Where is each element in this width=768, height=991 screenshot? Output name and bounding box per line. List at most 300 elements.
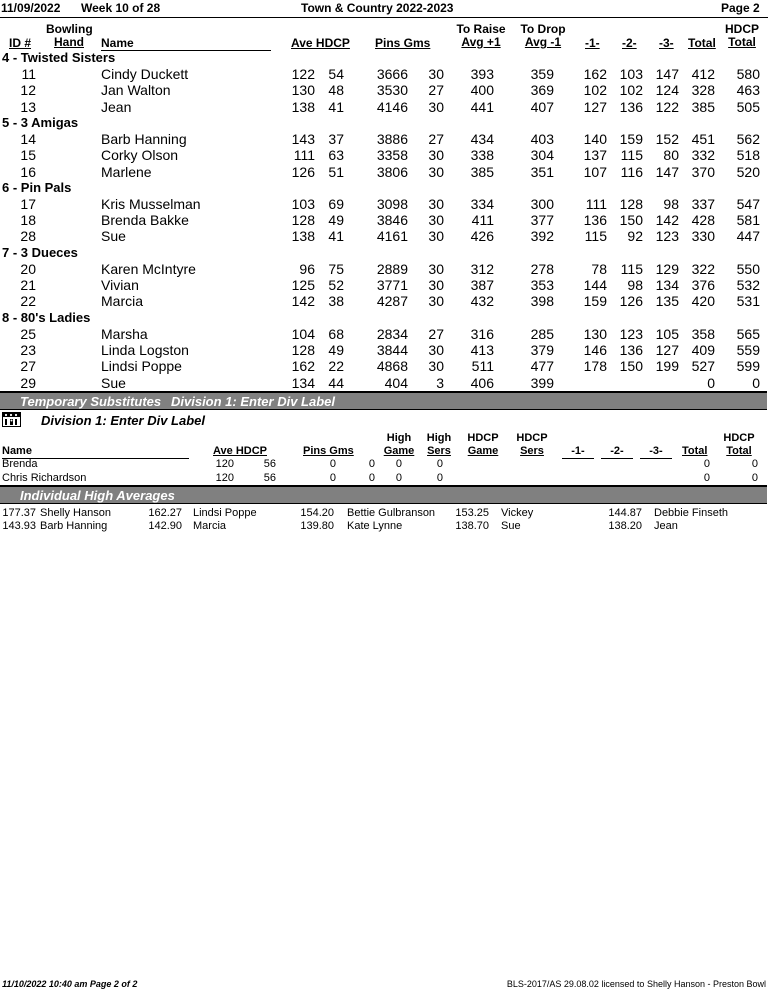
bowler-drop: 278 (530, 260, 554, 277)
bowler-id: 11 (21, 66, 36, 82)
bowler-g3: 147 (655, 163, 679, 180)
subs-col-hdcp: HDCP (723, 432, 755, 444)
bowler-htotal: 447 (736, 228, 760, 245)
bowler-g3: 135 (655, 293, 679, 310)
bowler-pins: 3358 (376, 147, 408, 164)
bowler-g3: 124 (655, 82, 679, 99)
high-average-name: Debbie Finseth (654, 507, 728, 519)
bowler-gms: 27 (428, 82, 444, 99)
bowler-drop: 398 (530, 293, 554, 310)
bowler-gms: 30 (428, 358, 444, 375)
bowler-gms: 30 (428, 212, 444, 229)
bowler-pins: 3806 (376, 163, 408, 180)
bowler-gms: 30 (428, 293, 444, 310)
bowler-g3: 152 (655, 130, 679, 147)
bowler-hdcp: 41 (328, 98, 344, 115)
high-average-value: 153.25 (455, 507, 489, 519)
high-average-value: 138.70 (455, 520, 489, 532)
bowler-htotal: 518 (736, 147, 760, 164)
team-header: 8 - 80's Ladies (2, 309, 91, 325)
subs-band-division: Division 1: Enter Div Label (171, 394, 335, 409)
division-title: Division 1: Enter Div Label (41, 413, 205, 428)
bowler-g2: 98 (627, 277, 643, 293)
bowler-gms: 30 (428, 163, 444, 180)
bowler-raise: 316 (470, 325, 494, 342)
sub-htotal: 0 (751, 458, 758, 470)
bowler-row (0, 164, 768, 180)
bowler-htotal: 0 (752, 374, 760, 391)
bowler-g1: 162 (583, 66, 607, 82)
bowler-drop: 407 (530, 98, 554, 115)
bowler-htotal: 550 (736, 260, 760, 277)
subs-col-hdcp-total: Total (726, 445, 752, 457)
bowler-raise: 413 (470, 341, 494, 358)
bowler-hdcp: 44 (328, 374, 344, 391)
bowler-pins: 4146 (376, 98, 408, 115)
bowler-name: Lindsi Poppe (101, 358, 182, 375)
high-average-value: 142.90 (148, 520, 182, 532)
bowler-drop: 379 (530, 341, 554, 358)
col-avg-plus1: Avg +1 (461, 35, 501, 49)
subs-col-g1: -1- (571, 445, 585, 457)
bowler-g1: 137 (583, 147, 607, 164)
col-pins-gms: Pins Gms (375, 36, 431, 50)
sub-htotal: 0 (751, 472, 758, 484)
bowler-drop: 369 (530, 82, 554, 99)
bowler-g1: 111 (585, 195, 607, 212)
bowler-hdcp: 54 (328, 66, 344, 82)
bowler-name: Corky Olson (101, 147, 179, 164)
footer-license: BLS-2017/AS 29.08.02 licensed to Shelly Hanson - Preston Bowl (506, 979, 766, 989)
bowler-ave: 134 (291, 374, 315, 391)
bowler-hdcp: 75 (328, 260, 344, 277)
bowler-row (0, 342, 768, 358)
sub-hs: 0 (436, 458, 443, 470)
bowler-drop: 392 (530, 228, 554, 245)
bowler-row (0, 66, 768, 82)
col-total: Total (688, 36, 716, 50)
sub-ave: 120 (215, 472, 234, 484)
bowler-row (0, 358, 768, 374)
bowler-g2: 128 (619, 195, 643, 212)
league-title: Town & Country 2022-2023 (301, 1, 454, 15)
bowler-htotal: 562 (736, 130, 760, 147)
bowler-name: Vivian (101, 277, 139, 293)
bowler-g2: 102 (619, 82, 643, 99)
bowler-g1: 127 (583, 98, 607, 115)
subs-col-sers: Sers (427, 445, 451, 457)
bowler-g2: 150 (619, 358, 643, 375)
bowler-g3: 199 (655, 358, 679, 375)
bowler-hdcp: 52 (328, 277, 344, 293)
bowler-g3: 105 (655, 325, 679, 342)
sub-hdcp: 56 (263, 472, 276, 484)
bowler-row (0, 147, 768, 163)
team-header: 6 - Pin Pals (2, 179, 72, 195)
bowler-total: 337 (691, 195, 715, 212)
bowler-row (0, 228, 768, 244)
bowler-id: 27 (20, 358, 36, 375)
bowler-g2: 123 (619, 325, 643, 342)
bowler-g2: 136 (619, 341, 643, 358)
bowler-total: 409 (691, 341, 715, 358)
bowler-name: Marcia (101, 293, 144, 310)
bowler-name: Barb Hanning (101, 130, 187, 147)
bowler-htotal: 580 (736, 66, 760, 82)
bowler-g1: 102 (583, 82, 607, 99)
bowler-gms: 3 (436, 374, 444, 391)
high-average-value: 143.93 (2, 520, 36, 532)
subs-col-high: High (386, 432, 412, 444)
sub-hg: 0 (395, 472, 402, 484)
bowler-hdcp: 38 (328, 293, 344, 310)
bowler-pins: 3530 (376, 82, 408, 99)
bowling-pins-icon (2, 412, 21, 427)
bowler-total: 428 (691, 212, 715, 229)
bowler-name: Sue (101, 228, 126, 245)
sub-ave: 120 (215, 458, 234, 470)
col-to-raise: To Raise (456, 22, 506, 36)
bowler-pins: 2889 (376, 260, 408, 277)
bowler-g3: 123 (655, 228, 679, 245)
bowler-g1: 136 (583, 212, 607, 229)
bowler-row (0, 375, 768, 391)
bowler-g2: 136 (619, 98, 643, 115)
bowler-pins: 3666 (376, 66, 408, 82)
subs-col-g2: -2- (610, 445, 624, 457)
sub-gms: 0 (368, 472, 375, 484)
bowler-g2: 115 (620, 147, 643, 164)
bowler-raise: 434 (470, 130, 494, 147)
bowler-ave: 162 (291, 358, 315, 375)
bowler-htotal: 565 (736, 325, 760, 342)
bowler-raise: 312 (470, 260, 494, 277)
bowler-id: 28 (20, 228, 36, 245)
sub-pins: 0 (329, 458, 336, 470)
bowler-gms: 30 (428, 277, 444, 293)
bowler-total: 322 (691, 260, 715, 277)
bowler-drop: 359 (530, 66, 554, 82)
col-game2: -2- (622, 36, 637, 50)
bowler-drop: 399 (530, 374, 554, 391)
bowler-pins: 4868 (376, 358, 408, 375)
bowler-g3: 129 (655, 260, 679, 277)
team-header: 4 - Twisted Sisters (2, 50, 116, 65)
bowler-row (0, 82, 768, 98)
bowler-ave: 138 (291, 228, 315, 245)
bowler-g2: 92 (627, 228, 643, 245)
sub-pins: 0 (329, 472, 336, 484)
bowler-g1: 159 (583, 293, 607, 310)
subs-col-total: Total (682, 445, 708, 457)
bowler-gms: 30 (428, 66, 444, 82)
subs-col-name: Name (2, 445, 32, 457)
bowler-g1: 78 (591, 260, 607, 277)
sub-hg: 0 (395, 458, 402, 470)
bowler-ave: 126 (291, 163, 315, 180)
subs-col-hdcp-sers-1: HDCP (516, 432, 548, 444)
subs-col-hdcp-game-1: HDCP (467, 432, 499, 444)
bowler-pins: 4287 (376, 293, 408, 310)
week-label: Week 10 of 28 (81, 1, 161, 15)
bowler-hdcp: 41 (328, 228, 344, 245)
bowler-total: 332 (691, 147, 715, 164)
bowler-gms: 27 (428, 130, 444, 147)
report-date: 11/09/2022 (1, 1, 61, 15)
bowler-ave: 138 (291, 98, 315, 115)
col-hdcp-total: Total (728, 35, 756, 49)
bowler-g1: 140 (583, 130, 607, 147)
bowler-raise: 432 (470, 293, 494, 310)
bowler-name: Marlene (101, 163, 152, 180)
bowler-pins: 3844 (376, 341, 408, 358)
bowler-id: 29 (20, 374, 36, 391)
bowler-name: Kris Musselman (101, 195, 201, 212)
bowler-id: 13 (20, 98, 36, 115)
bowler-pins: 404 (384, 374, 408, 391)
bowler-g1: 107 (583, 163, 607, 180)
bowler-gms: 30 (428, 98, 444, 115)
subs-col-pins-gms: Pins Gms (303, 445, 354, 457)
high-average-name: Marcia (193, 520, 227, 532)
bowler-total: 385 (691, 98, 715, 115)
high-average-row (0, 520, 768, 533)
bowler-pins: 2834 (376, 325, 408, 342)
bowler-raise: 334 (470, 195, 494, 212)
bowler-hdcp: 63 (328, 147, 344, 164)
bowler-drop: 403 (530, 130, 554, 147)
bowler-row (0, 261, 768, 277)
bowler-total: 527 (691, 358, 715, 375)
bowler-drop: 285 (530, 325, 554, 342)
subs-col-hdcp-sers-2: Sers (520, 445, 544, 457)
bowler-raise: 411 (471, 212, 494, 229)
bowler-drop: 377 (530, 212, 554, 229)
bowler-total: 328 (691, 82, 715, 99)
subs-col-high2: High (426, 432, 452, 444)
bowler-ave: 103 (291, 195, 315, 212)
bowler-g1: 178 (583, 358, 607, 375)
team-header: 7 - 3 Dueces (2, 244, 78, 260)
bowler-total: 451 (691, 130, 715, 147)
bowler-raise: 441 (470, 98, 494, 115)
bowler-ave: 130 (291, 82, 315, 99)
bowler-raise: 393 (470, 66, 494, 82)
high-averages-band (0, 485, 767, 504)
subs-band-label: Temporary Substitutes (20, 394, 162, 409)
high-average-value: 144.87 (608, 507, 642, 519)
col-bowling: Bowling (46, 22, 93, 36)
bowler-ave: 125 (291, 277, 315, 293)
bowler-hdcp: 49 (328, 341, 344, 358)
sub-name: Brenda (2, 458, 38, 470)
high-average-name: Kate Lynne (347, 520, 403, 532)
bowler-hdcp: 48 (328, 82, 344, 99)
bowler-g1: 130 (583, 325, 607, 342)
bowler-g3: 147 (655, 66, 679, 82)
bowler-id: 17 (20, 195, 36, 212)
bowler-row (0, 293, 768, 309)
bowler-id: 22 (20, 293, 36, 310)
bowler-drop: 351 (530, 163, 554, 180)
bowler-name: Cindy Duckett (101, 66, 189, 82)
bowler-htotal: 520 (736, 163, 760, 180)
bowler-name: Jean (101, 98, 132, 115)
bowler-gms: 30 (428, 195, 444, 212)
bowler-htotal: 581 (736, 212, 760, 229)
sub-gms: 0 (368, 458, 375, 470)
header-rule (0, 17, 768, 18)
bowler-g3: 142 (655, 212, 679, 229)
bowler-g2: 115 (620, 260, 643, 277)
bowler-g2: 103 (619, 66, 643, 82)
bowler-drop: 300 (530, 195, 554, 212)
bowler-gms: 30 (428, 341, 444, 358)
bowler-ave: 96 (299, 260, 315, 277)
footer-printed: 11/10/2022 10:40 am Page 2 of 2 (2, 979, 138, 989)
bowler-g3: 127 (655, 341, 679, 358)
bowler-hdcp: 68 (328, 325, 344, 342)
bowler-hdcp: 49 (328, 212, 344, 229)
bowler-id: 12 (20, 82, 36, 99)
bowler-g1: 146 (583, 341, 607, 358)
bowler-total: 370 (691, 163, 715, 180)
bowler-total: 376 (691, 277, 715, 293)
bowler-row (0, 99, 768, 115)
bowler-row (0, 326, 768, 342)
bowler-gms: 30 (428, 260, 444, 277)
bowler-row (0, 131, 768, 147)
bowler-htotal: 505 (736, 98, 760, 115)
col-game1: -1- (585, 36, 600, 50)
bowler-id: 14 (20, 130, 36, 147)
bowler-drop: 304 (530, 147, 554, 164)
bowler-id: 21 (20, 277, 36, 293)
high-average-name: Sue (501, 520, 521, 532)
bowler-htotal: 599 (736, 358, 760, 375)
high-average-value: 138.20 (608, 520, 642, 532)
bowler-hdcp: 69 (328, 195, 344, 212)
subs-col-game: Game (383, 445, 415, 457)
bowler-htotal: 532 (736, 277, 760, 293)
high-averages-label: Individual High Averages (20, 488, 175, 503)
bowler-pins: 3098 (376, 195, 408, 212)
col-hdcp: HDCP (724, 22, 759, 36)
subs-col-hdcp-game-2: Game (467, 445, 499, 457)
bowler-id: 20 (20, 260, 36, 277)
bowler-name: Linda Logston (101, 341, 189, 358)
col-to-drop: To Drop (520, 22, 566, 36)
bowler-name: Sue (101, 374, 126, 391)
bowler-total: 412 (691, 66, 715, 82)
bowler-htotal: 559 (736, 341, 760, 358)
bowler-g3: 134 (655, 277, 679, 293)
bowler-g1: 115 (584, 228, 607, 245)
bowler-id: 18 (20, 212, 36, 229)
bowler-raise: 511 (471, 358, 494, 375)
high-average-name: Barb Hanning (40, 520, 108, 532)
high-average-value: 154.20 (300, 507, 334, 519)
col-game3: -3- (659, 36, 674, 50)
bowler-name: Brenda Bakke (101, 212, 189, 229)
bowler-ave: 128 (291, 212, 315, 229)
col-id: ID # (9, 36, 32, 50)
bowler-id: 25 (20, 325, 36, 342)
bowler-row (0, 196, 768, 212)
bowler-raise: 426 (470, 228, 494, 245)
sub-hs: 0 (436, 472, 443, 484)
bowler-ave: 122 (291, 66, 315, 82)
high-average-value: 162.27 (148, 507, 182, 519)
bowler-g2: 116 (620, 163, 643, 180)
substitute-row (0, 472, 768, 485)
high-average-name: Vickey (501, 507, 534, 519)
substitute-row (0, 458, 768, 471)
bowler-htotal: 463 (736, 82, 760, 99)
bowler-pins: 3771 (376, 277, 408, 293)
bowler-name: Marsha (101, 325, 148, 342)
bowler-name: Karen McIntyre (101, 260, 196, 277)
bowler-id: 16 (20, 163, 36, 180)
bowler-ave: 111 (293, 147, 315, 164)
bowler-g2: 126 (619, 293, 643, 310)
bowler-g2: 150 (619, 212, 643, 229)
bowler-pins: 3886 (376, 130, 408, 147)
bowler-htotal: 531 (736, 293, 760, 310)
high-average-name: Jean (654, 520, 678, 532)
sub-total: 0 (703, 472, 710, 484)
col-avg-minus1: Avg -1 (524, 35, 562, 49)
bowler-gms: 30 (428, 228, 444, 245)
bowler-g3: 122 (655, 98, 679, 115)
bowler-ave: 142 (291, 293, 315, 310)
bowler-row (0, 277, 768, 293)
bowler-g3: 98 (663, 195, 679, 212)
subs-col-ave-hdcp: Ave HDCP (213, 445, 267, 457)
high-average-value: 177.37 (2, 507, 36, 519)
bowler-name: Jan Walton (101, 82, 171, 99)
bowler-gms: 27 (428, 325, 444, 342)
bowler-pins: 3846 (376, 212, 408, 229)
bowler-raise: 387 (470, 277, 494, 293)
bowler-total: 420 (691, 293, 715, 310)
high-average-name: Shelly Hanson (40, 507, 111, 519)
high-average-name: Lindsi Poppe (193, 507, 257, 519)
team-header: 5 - 3 Amigas (2, 114, 79, 130)
col-ave-hdcp: Ave HDCP (291, 36, 350, 50)
bowler-g2: 159 (619, 130, 643, 147)
bowler-htotal: 547 (736, 195, 760, 212)
bowler-gms: 30 (428, 147, 444, 164)
page-number: Page 2 (721, 1, 760, 15)
bowler-ave: 143 (291, 130, 315, 147)
bowler-hdcp: 22 (328, 358, 344, 375)
subs-col-g3: -3- (649, 445, 663, 457)
bowler-total: 330 (691, 228, 715, 245)
bowler-raise: 385 (470, 163, 494, 180)
high-average-name: Bettie Gulbranson (347, 507, 436, 519)
bowler-total: 0 (707, 374, 715, 391)
sub-name: Chris Richardson (2, 472, 87, 484)
bowler-raise: 338 (470, 147, 494, 164)
bowler-raise: 400 (470, 82, 494, 99)
sub-total: 0 (703, 458, 710, 470)
bowler-ave: 128 (291, 341, 315, 358)
bowler-id: 23 (20, 341, 36, 358)
bowler-drop: 477 (530, 358, 554, 375)
col-name: Name (101, 36, 134, 50)
bowler-g1: 144 (583, 277, 607, 293)
